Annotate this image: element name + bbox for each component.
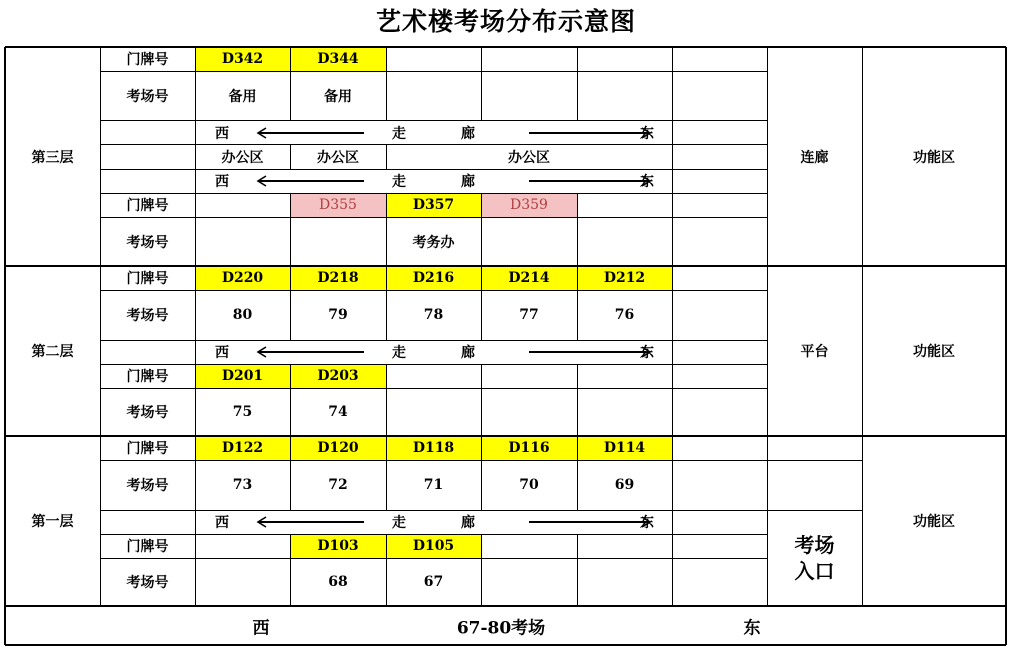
exam-room-cell xyxy=(672,460,767,510)
floor3-upper-corridor-east-arrow-icon xyxy=(529,127,652,139)
door-number-label: 门牌号 xyxy=(126,52,169,68)
exam-room-cell: 77 xyxy=(519,307,539,323)
exam-room-cell: 73 xyxy=(232,477,253,493)
door-number-cell: D216 xyxy=(386,266,481,290)
office-area-cell: 办公区 xyxy=(508,149,550,166)
grid-line xyxy=(481,193,482,266)
floor2-corridor-east-arrow-icon xyxy=(529,346,652,358)
floor3-upper-corridor-west-label: 西 xyxy=(215,126,229,142)
grid-line xyxy=(767,460,862,461)
exam-room-cell xyxy=(577,388,672,436)
exam-room-cell: 69 xyxy=(614,477,635,493)
grid-line xyxy=(386,364,387,436)
exam-room-cell xyxy=(672,388,767,436)
floor3-lower-corridor-corridor-label: 廊 xyxy=(461,174,475,190)
exam-room-label: 考场号 xyxy=(126,308,169,324)
office-area-cell: 办公区 xyxy=(317,149,359,166)
grid-line xyxy=(100,534,767,535)
grid-line xyxy=(100,193,767,194)
grid-line xyxy=(577,47,578,120)
floor3-upper-corridor-walk-label: 走 xyxy=(392,126,406,142)
floor3-lower-corridor-walk-label: 走 xyxy=(392,174,406,190)
grid-line xyxy=(100,120,767,121)
grid-line xyxy=(195,266,196,340)
exam-room-cell xyxy=(672,290,767,340)
exam-room-cell: 70 xyxy=(519,477,539,493)
grid-line xyxy=(195,120,196,193)
grid-line xyxy=(672,193,673,266)
grid-line xyxy=(290,144,291,169)
door-number-cell xyxy=(672,266,767,290)
grid-line xyxy=(767,510,862,511)
grid-line xyxy=(386,47,387,120)
grid-line xyxy=(100,460,767,461)
exam-room-label: 考场号 xyxy=(126,478,169,494)
exam-room-cell xyxy=(577,558,672,606)
grid-line xyxy=(100,364,767,365)
grid-line xyxy=(672,534,673,606)
door-number-cell: D116 xyxy=(481,436,577,460)
grid-line xyxy=(481,436,482,510)
grid-line xyxy=(481,266,482,340)
exam-room-cell: 75 xyxy=(232,404,253,420)
exam-room-cell xyxy=(672,558,767,606)
section-border xyxy=(5,46,1006,48)
door-number-cell xyxy=(577,47,672,71)
grid-line xyxy=(481,47,482,120)
section-border xyxy=(5,605,1006,607)
grid-line xyxy=(386,534,387,606)
door-number-cell xyxy=(386,364,481,388)
grid-line xyxy=(481,534,482,606)
grid-line xyxy=(386,144,387,169)
grid-line xyxy=(195,364,196,436)
door-number-label: 门牌号 xyxy=(126,441,169,457)
door-number-cell xyxy=(386,47,481,71)
floor1-corridor-corridor-label: 廊 xyxy=(461,515,475,531)
grid-line xyxy=(100,47,101,606)
door-number-cell: D218 xyxy=(290,266,386,290)
grid-line xyxy=(672,436,673,510)
door-number-cell xyxy=(577,364,672,388)
door-number-cell xyxy=(481,534,577,558)
floor2-corridor-west-arrow-icon xyxy=(256,346,364,358)
grid-line xyxy=(100,340,767,341)
grid-line xyxy=(481,364,482,436)
door-number-cell: D355 xyxy=(290,193,386,217)
exam-room-cell xyxy=(577,71,672,120)
exam-room-cell xyxy=(577,217,672,266)
function-area-label: 功能区 xyxy=(913,344,955,360)
grid-line xyxy=(290,266,291,340)
door-number-cell xyxy=(195,193,290,217)
exam-room-cell: 78 xyxy=(423,307,444,323)
floor1-corridor-walk-label: 走 xyxy=(392,515,406,531)
floor3-lower-corridor-west-arrow-icon xyxy=(256,175,364,187)
door-number-cell xyxy=(672,436,767,460)
section-border xyxy=(4,47,6,645)
function-area-label: 功能区 xyxy=(913,149,955,166)
grid-line xyxy=(862,47,863,606)
grid-line xyxy=(767,47,768,606)
exam-room-label: 考场号 xyxy=(126,575,169,591)
section-border xyxy=(5,644,1006,646)
floor2-corridor-corridor-label: 廊 xyxy=(461,345,475,361)
exam-room-cell: 备用 xyxy=(324,88,352,105)
exam-room-label: 考场号 xyxy=(126,234,169,251)
exam-room-cell: 71 xyxy=(423,477,444,493)
exam-room-cell: 80 xyxy=(232,307,253,323)
exam-room-cell xyxy=(290,217,386,266)
floor-label-first: 第一层 xyxy=(31,514,74,530)
office-area-cell: 办公区 xyxy=(221,149,264,166)
grid-line xyxy=(100,290,767,291)
grid-line xyxy=(100,169,767,170)
floor-label-second: 第二层 xyxy=(31,344,74,360)
floor1-corridor-west-arrow-icon xyxy=(256,516,364,528)
exam-room-cell xyxy=(672,71,767,120)
grid-line xyxy=(100,388,767,389)
floor3-lower-corridor-west-label: 西 xyxy=(215,174,229,190)
exam-room-cell xyxy=(481,71,577,120)
grid-line xyxy=(577,534,578,606)
exam-room-cell: 76 xyxy=(614,307,635,323)
exam-room-cell xyxy=(195,558,290,606)
exam-room-cell xyxy=(386,71,481,120)
exam-room-cell xyxy=(386,388,481,436)
grid-line xyxy=(577,193,578,266)
door-number-cell xyxy=(672,47,767,71)
grid-line xyxy=(100,510,767,511)
door-number-cell xyxy=(195,534,290,558)
exam-room-cell xyxy=(481,558,577,606)
grid-line xyxy=(386,193,387,266)
section-border xyxy=(5,265,1006,267)
exam-room-cell: 67 xyxy=(423,574,444,590)
door-number-cell xyxy=(672,534,767,558)
floor3-lower-corridor-east-arrow-icon xyxy=(529,175,652,187)
door-number-cell: D120 xyxy=(290,436,386,460)
door-number-cell xyxy=(577,534,672,558)
door-number-cell: D122 xyxy=(195,436,290,460)
grid-line xyxy=(290,193,291,266)
grid-line xyxy=(195,47,196,120)
exam-room-cell: 68 xyxy=(328,574,348,590)
exam-room-label: 考场号 xyxy=(126,88,169,105)
door-number-cell xyxy=(672,364,767,388)
platform-label: 平台 xyxy=(800,344,829,360)
footer-west-label: 西 xyxy=(252,618,270,639)
exam-room-cell: 79 xyxy=(328,307,348,323)
floor3-lower-corridor-east-label: 东 xyxy=(640,174,654,190)
floor1-corridor-east-label: 东 xyxy=(640,515,654,531)
grid-line xyxy=(672,169,673,193)
floor2-corridor-walk-label: 走 xyxy=(392,345,406,361)
grid-line xyxy=(195,193,196,266)
floor3-upper-corridor-west-arrow-icon xyxy=(256,127,364,139)
floor1-corridor-east-arrow-icon xyxy=(529,516,652,528)
exam-room-cell: 考务办 xyxy=(412,234,455,251)
grid-line xyxy=(195,436,196,510)
grid-line xyxy=(672,47,673,120)
grid-line xyxy=(290,47,291,120)
section-border xyxy=(5,435,1006,437)
door-number-cell xyxy=(481,47,577,71)
exam-room-label: 考场号 xyxy=(126,405,169,421)
grid-line xyxy=(290,534,291,606)
door-number-cell xyxy=(481,364,577,388)
door-number-cell: D214 xyxy=(481,266,577,290)
door-number-cell: D203 xyxy=(290,364,386,388)
door-number-cell: D359 xyxy=(481,193,577,217)
grid-line xyxy=(100,558,767,559)
page-title: 艺术楼考场分布示意图 xyxy=(375,7,636,36)
grid-line xyxy=(195,534,196,606)
grid-line xyxy=(290,364,291,436)
floor3-upper-corridor-east-label: 东 xyxy=(640,126,654,142)
door-number-cell: D344 xyxy=(290,47,386,71)
footer-exam-range: 67-80考场 xyxy=(456,618,546,639)
grid-line xyxy=(195,340,196,364)
floor-label-third: 第三层 xyxy=(31,149,74,166)
door-number-cell: D212 xyxy=(577,266,672,290)
exam-room-cell xyxy=(481,388,577,436)
door-number-label: 门牌号 xyxy=(126,271,169,287)
door-number-label: 门牌号 xyxy=(126,369,169,385)
floor1-corridor-west-label: 西 xyxy=(215,515,229,531)
door-number-label: 门牌号 xyxy=(126,198,169,214)
grid-line xyxy=(100,144,767,145)
door-number-cell: D201 xyxy=(195,364,290,388)
exam-entrance-label: 考场入口 xyxy=(794,533,835,583)
grid-line xyxy=(672,144,673,169)
floor2-corridor-east-label: 东 xyxy=(640,345,654,361)
door-number-cell: D105 xyxy=(386,534,481,558)
door-number-cell: D342 xyxy=(195,47,290,71)
exam-room-cell xyxy=(481,217,577,266)
door-number-cell: D220 xyxy=(195,266,290,290)
grid-line xyxy=(672,364,673,436)
function-area-label: 功能区 xyxy=(913,514,955,530)
grid-line xyxy=(577,436,578,510)
exam-room-cell: 备用 xyxy=(228,88,257,105)
floor3-upper-corridor-corridor-label: 廊 xyxy=(461,126,475,142)
grid-line xyxy=(195,510,196,534)
door-number-cell: D118 xyxy=(386,436,481,460)
door-number-cell: D103 xyxy=(290,534,386,558)
grid-line xyxy=(386,266,387,340)
section-border xyxy=(1005,47,1007,645)
grid-line xyxy=(672,120,673,144)
footer-east-label: 东 xyxy=(743,618,761,639)
exam-room-cell xyxy=(672,217,767,266)
grid-line xyxy=(100,71,767,72)
door-number-cell: D357 xyxy=(386,193,481,217)
floor2-corridor-west-label: 西 xyxy=(215,345,229,361)
grid-line xyxy=(672,510,673,534)
grid-line xyxy=(672,340,673,364)
grid-line xyxy=(577,364,578,436)
grid-line xyxy=(577,266,578,340)
door-number-cell xyxy=(672,193,767,217)
door-number-cell: D114 xyxy=(577,436,672,460)
door-number-label: 门牌号 xyxy=(126,539,169,555)
exam-room-cell: 74 xyxy=(328,404,348,420)
grid-line xyxy=(100,217,767,218)
exam-room-cell xyxy=(195,217,290,266)
skybridge-label: 连廊 xyxy=(800,149,829,166)
door-number-cell xyxy=(577,193,672,217)
exam-room-cell: 72 xyxy=(328,477,348,493)
grid-line xyxy=(386,436,387,510)
grid-line xyxy=(290,436,291,510)
grid-line xyxy=(672,266,673,340)
